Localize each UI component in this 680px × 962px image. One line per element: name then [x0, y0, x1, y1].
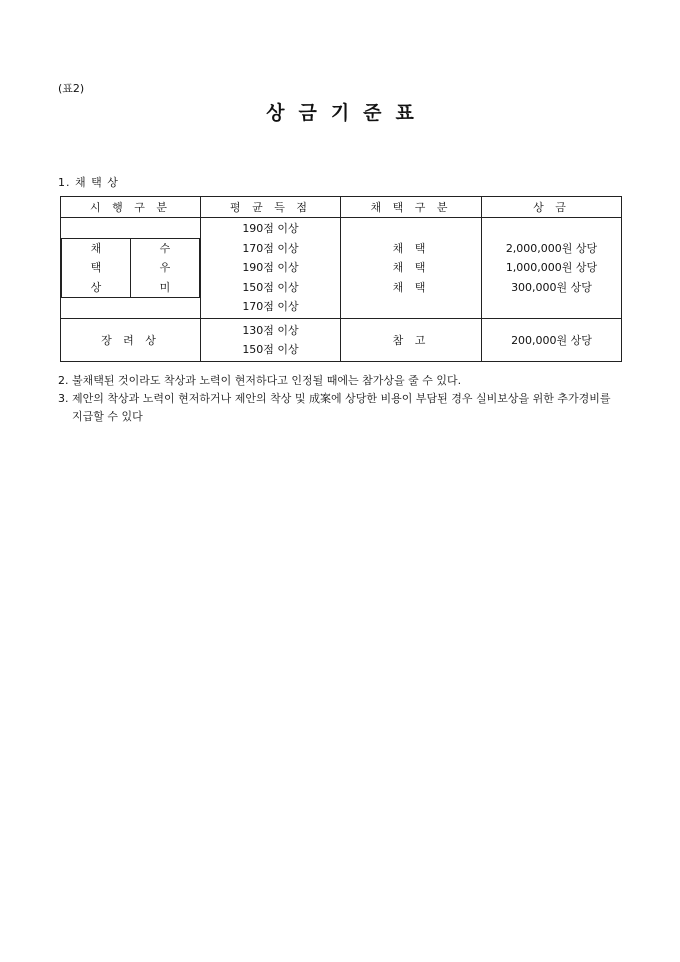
header-prize: 상 금	[482, 197, 622, 218]
adoption-kind: 채 택	[392, 261, 430, 275]
encouragement-kind: 참 고	[341, 319, 482, 362]
grade-label: 우	[159, 261, 171, 275]
page-title: 상금기준표	[266, 102, 428, 124]
score-value: 150점 이상	[242, 280, 299, 294]
table-row-encouragement-award	[61, 319, 622, 362]
prize-value: 1,000,000원 상당	[505, 261, 598, 275]
grade-label: 수	[159, 241, 171, 255]
adoption-kind-cell	[341, 218, 482, 319]
score-value: 190점 이상	[242, 261, 299, 275]
encouragement-score-cell	[201, 319, 341, 362]
award-name-char: 상	[90, 280, 102, 294]
header-category: 시 행 구 분	[61, 197, 201, 218]
adoption-award-layout	[61, 238, 200, 299]
adoption-award-category-cell	[61, 218, 201, 319]
note-item: 2. 불채택된 것이라도 착상과 노력이 현저하다고 인정될 때에는 참가상을 줄 수 있다.	[58, 374, 462, 387]
notes-list	[58, 372, 624, 426]
adoption-score-cell	[201, 218, 341, 319]
prize-value: 300,000원 상당	[511, 280, 592, 294]
award-criteria-table	[60, 196, 622, 362]
award-name-char: 채	[90, 241, 102, 255]
table-row-adoption-award	[61, 218, 622, 319]
header-average-score: 평 균 득 점	[201, 197, 341, 218]
score-value: 190점 이상	[242, 222, 299, 236]
header-adoption-type: 채 택 구 분	[341, 197, 482, 218]
score-value: 150점 이상	[242, 343, 299, 356]
award-name-char: 택	[90, 261, 102, 275]
adoption-kind: 채 택	[392, 280, 430, 294]
adoption-prize-cell	[482, 218, 622, 319]
score-value: 170점 이상	[242, 300, 299, 314]
adoption-kind: 채 택	[392, 241, 430, 255]
prize-value: 2,000,000원 상당	[505, 241, 598, 255]
grade-label: 미	[159, 280, 171, 294]
note-item: 3. 제안의 착상과 노력이 현저하거나 제안의 착상 및 成案에 상당한 비용이 부담된 경우 실비보상을 위한 추가경비를 지급할 수 있다	[58, 392, 611, 423]
score-value: 170점 이상	[242, 241, 299, 255]
table-number: (표2)	[58, 82, 85, 95]
encouragement-prize: 200,000원 상당	[482, 319, 622, 362]
section-heading: 1. 채 택 상	[58, 176, 119, 189]
table-header-row	[61, 197, 622, 218]
encouragement-award-name: 장 려 상	[61, 319, 201, 362]
score-value: 130점 이상	[242, 323, 299, 337]
